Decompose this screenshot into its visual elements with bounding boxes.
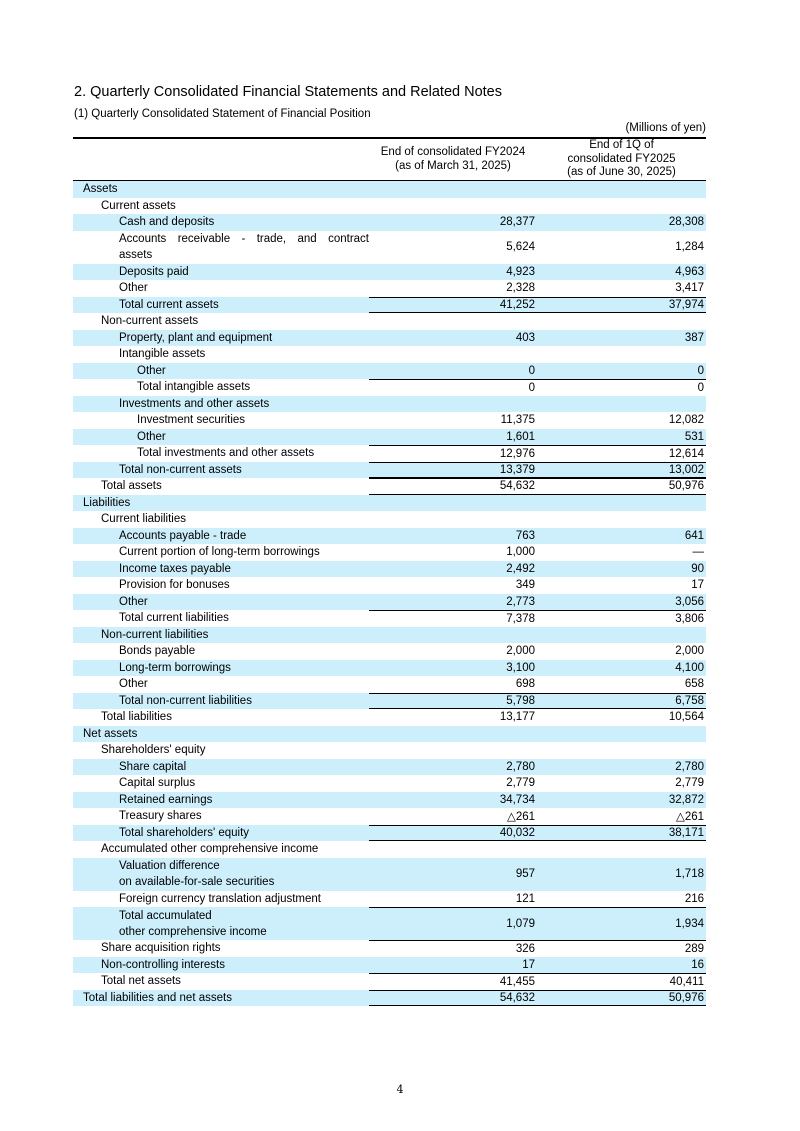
value-fy2024: 3,100 <box>506 661 535 674</box>
table-row <box>73 627 706 644</box>
financial-position-table <box>73 137 706 1006</box>
table-row <box>73 841 706 858</box>
value-fy2025-1q: 1,934 <box>537 907 706 940</box>
value-fy2024: 17 <box>522 958 535 971</box>
value-fy2024: 40,032 <box>369 825 537 842</box>
table-row <box>73 478 706 495</box>
value-fy2024 <box>369 726 537 743</box>
row-label-line: Total non-current liabilities <box>119 694 252 707</box>
value-fy2024: 11,375 <box>500 414 535 427</box>
row-label <box>73 627 369 643</box>
row-label <box>73 709 369 725</box>
value-fy2025-1q: 531 <box>684 430 704 443</box>
value-fy2024: 28,377 <box>499 216 535 229</box>
row-label <box>73 940 369 956</box>
row-label-line: Total investments and other assets <box>137 447 315 460</box>
row-label-line: Non-current liabilities <box>101 628 209 641</box>
value-fy2024: 403 <box>515 331 535 344</box>
value-fy2024: 957 <box>515 868 535 880</box>
table-row <box>73 957 706 974</box>
row-label <box>73 594 369 610</box>
table-row <box>73 726 706 743</box>
row-label <box>73 379 369 395</box>
value-fy2024: 349 <box>515 579 535 592</box>
row-label-line: Provision for bonuses <box>119 579 230 592</box>
value-fy2024: 54,632 <box>369 478 537 495</box>
table-row <box>73 577 706 594</box>
header-col-fy2025-1q <box>537 139 706 180</box>
row-label-line: on available-for-sale securities <box>119 876 275 888</box>
row-label <box>73 445 369 461</box>
row-label <box>73 214 369 230</box>
value-fy2024: 0 <box>369 379 537 396</box>
table-row <box>73 610 706 627</box>
row-label-line: Total shareholders' equity <box>119 826 250 839</box>
row-label <box>73 231 369 263</box>
row-label-line: Assets <box>83 183 118 196</box>
table-row <box>73 379 706 396</box>
row-label <box>73 759 369 775</box>
value-fy2025-1q: 16 <box>691 958 704 971</box>
row-label-line: Accounts payable - trade <box>119 529 247 542</box>
statement-title: (1) Quarterly Consolidated Statement of Financial Position <box>74 108 371 120</box>
row-label <box>73 544 369 560</box>
value-fy2025-1q: △261 <box>675 811 704 824</box>
row-label-line: Investment securities <box>137 414 246 427</box>
value-fy2025-1q: 40,411 <box>537 973 706 990</box>
row-label <box>73 429 369 445</box>
value-fy2025-1q <box>537 627 706 644</box>
value-fy2025-1q <box>537 181 706 198</box>
table-row <box>73 511 706 528</box>
value-fy2024: 1,079 <box>369 907 537 940</box>
table-row <box>73 693 706 710</box>
row-label-line: Current portion of long-term borrowings <box>119 546 320 559</box>
table-row <box>73 808 706 825</box>
row-label <box>73 908 369 940</box>
table-row <box>73 445 706 462</box>
row-label-line: Capital surplus <box>119 777 196 790</box>
row-label-line: Total net assets <box>101 975 181 988</box>
value-fy2025-1q <box>537 726 706 743</box>
row-label-line: Current assets <box>101 199 176 212</box>
table-row <box>73 396 706 413</box>
value-fy2024: 4,923 <box>506 265 535 278</box>
row-label-line: Shareholders' equity <box>101 744 206 757</box>
row-label <box>73 841 369 857</box>
row-label <box>73 198 369 214</box>
row-label-line: Net assets <box>83 727 138 740</box>
row-label-line: Non-current assets <box>101 315 199 328</box>
row-label-line: Non-controlling interests <box>101 958 226 971</box>
row-label-line: Total current assets <box>119 298 219 311</box>
value-fy2024: △261 <box>506 811 535 824</box>
row-label <box>73 346 369 362</box>
row-label <box>73 363 369 379</box>
table-row <box>73 643 706 660</box>
row-label-line: Property, plant and equipment <box>119 331 273 344</box>
value-fy2025-1q: ― <box>692 546 704 559</box>
table-row <box>73 660 706 677</box>
value-fy2024: 2,492 <box>506 562 535 575</box>
row-label-line: assets <box>119 249 153 261</box>
row-label-line: Share capital <box>119 760 187 773</box>
value-fy2024: 41,455 <box>369 973 537 990</box>
row-label-line: Total non-current assets <box>119 463 242 476</box>
value-fy2025-1q <box>537 198 706 215</box>
value-fy2025-1q: 4,963 <box>675 265 704 278</box>
table-row <box>73 412 706 429</box>
row-label <box>73 775 369 791</box>
value-fy2025-1q: 90 <box>691 562 704 575</box>
row-label-line: Valuation difference <box>119 860 220 872</box>
value-fy2024 <box>369 346 537 363</box>
table-row <box>73 346 706 363</box>
table-row <box>73 891 706 908</box>
section-title: 2. Quarterly Consolidated Financial Statements and Related Notes <box>74 84 502 100</box>
value-fy2024: 763 <box>515 529 535 542</box>
header-col2-line2: consolidated FY2025 <box>567 152 676 165</box>
header-label-cell <box>73 139 369 180</box>
row-label <box>73 561 369 577</box>
row-label <box>73 462 369 478</box>
row-label-line: Intangible assets <box>119 348 206 361</box>
table-row <box>73 313 706 330</box>
value-fy2025-1q: 4,100 <box>675 661 704 674</box>
value-fy2025-1q: 12,614 <box>537 445 706 462</box>
value-fy2024: 2,328 <box>506 282 535 295</box>
value-fy2024: 13,177 <box>499 711 535 724</box>
row-label-line: Current liabilities <box>101 513 187 526</box>
table-body <box>73 181 706 1006</box>
value-fy2025-1q: 0 <box>537 379 706 396</box>
value-fy2025-1q <box>537 841 706 858</box>
row-label <box>73 264 369 280</box>
row-label-line: Other <box>137 430 166 443</box>
value-fy2024 <box>369 742 537 759</box>
row-label <box>73 610 369 626</box>
header-col-fy2024 <box>369 139 537 180</box>
value-fy2025-1q <box>537 742 706 759</box>
row-label-line: other comprehensive income <box>119 925 267 938</box>
row-label-line: Total assets <box>101 480 162 493</box>
header-col2-line1: End of 1Q of <box>589 138 654 151</box>
row-label-line: Other <box>137 364 166 377</box>
value-fy2025-1q: 1,284 <box>675 241 704 253</box>
value-fy2024: 2,780 <box>506 760 535 773</box>
row-label <box>73 693 369 709</box>
value-fy2025-1q <box>537 313 706 330</box>
row-label-line: Accumulated other comprehensive income <box>101 843 319 856</box>
row-label-line: Total accumulated <box>119 909 212 922</box>
value-fy2024: 13,379 <box>369 462 537 479</box>
row-label-line: Bonds payable <box>119 645 196 658</box>
value-fy2025-1q: 1,718 <box>675 868 704 880</box>
value-fy2024: 2,000 <box>506 645 535 658</box>
value-fy2025-1q: 32,872 <box>668 793 704 806</box>
value-fy2025-1q: 3,806 <box>537 610 706 627</box>
row-label-line: Treasury shares <box>119 810 202 823</box>
table-row <box>73 973 706 990</box>
value-fy2025-1q: 387 <box>684 331 704 344</box>
value-fy2025-1q: 28,308 <box>668 216 704 229</box>
table-row <box>73 858 706 891</box>
value-fy2025-1q: 13,002 <box>537 462 706 479</box>
value-fy2024: 698 <box>515 678 535 691</box>
value-fy2025-1q: 12,082 <box>668 414 704 427</box>
row-label <box>73 792 369 808</box>
value-fy2024 <box>369 627 537 644</box>
table-row <box>73 775 706 792</box>
value-fy2024: 34,734 <box>499 793 535 806</box>
value-fy2025-1q <box>537 511 706 528</box>
row-label <box>73 495 369 511</box>
row-label <box>73 643 369 659</box>
table-row <box>73 907 706 940</box>
row-label-line: Share acquisition rights <box>101 942 221 955</box>
value-fy2025-1q: 6,758 <box>537 693 706 710</box>
value-fy2025-1q: 2,000 <box>675 645 704 658</box>
value-fy2025-1q: 641 <box>684 529 704 542</box>
row-label <box>73 577 369 593</box>
value-fy2025-1q: 289 <box>537 940 706 957</box>
value-fy2025-1q: 17 <box>691 579 704 592</box>
value-fy2024: 12,976 <box>369 445 537 462</box>
value-fy2025-1q: 2,779 <box>675 777 704 790</box>
row-label-line: Deposits paid <box>119 265 189 278</box>
table-row <box>73 181 706 198</box>
row-label <box>73 825 369 841</box>
value-fy2024: 41,252 <box>369 297 537 314</box>
value-fy2025-1q: 216 <box>684 892 704 905</box>
table-row <box>73 231 706 264</box>
value-fy2024 <box>369 198 537 215</box>
value-fy2025-1q: 0 <box>697 364 704 377</box>
header-col1-line1: End of consolidated FY2024 <box>380 145 526 158</box>
row-label <box>73 660 369 676</box>
table-row <box>73 825 706 842</box>
row-label-line: Retained earnings <box>119 793 213 806</box>
page-number: 4 <box>396 1083 404 1096</box>
value-fy2025-1q: 37,974 <box>537 297 706 314</box>
table-row <box>73 330 706 347</box>
row-label-line: Income taxes payable <box>119 562 231 575</box>
value-fy2024 <box>369 495 537 512</box>
row-label-line: Total liabilities <box>101 711 172 724</box>
value-fy2025-1q <box>537 396 706 413</box>
table-row <box>73 544 706 561</box>
table-row <box>73 363 706 380</box>
row-label <box>73 313 369 329</box>
value-fy2024: 2,779 <box>506 777 535 790</box>
table-row <box>73 742 706 759</box>
value-fy2024: 0 <box>528 364 535 377</box>
table-row <box>73 759 706 776</box>
value-fy2024: 7,378 <box>369 610 537 627</box>
value-fy2024: 1,601 <box>506 430 535 443</box>
table-row <box>73 198 706 215</box>
table-row <box>73 264 706 281</box>
table-row <box>73 594 706 611</box>
row-label <box>73 858 369 890</box>
row-label <box>73 676 369 692</box>
row-label <box>73 412 369 428</box>
row-label-line: Other <box>119 282 148 295</box>
value-fy2024: 5,624 <box>506 241 535 253</box>
value-fy2025-1q: 10,564 <box>668 711 704 724</box>
table-row <box>73 940 706 957</box>
table-row <box>73 528 706 545</box>
value-fy2025-1q <box>537 495 706 512</box>
value-fy2024 <box>369 841 537 858</box>
value-fy2024 <box>369 511 537 528</box>
table-header <box>73 137 706 181</box>
row-label <box>73 742 369 758</box>
row-label-line: Accounts receivable - trade, and contract <box>119 233 369 245</box>
table-row <box>73 495 706 512</box>
table-row <box>73 214 706 231</box>
row-label-line: Liabilities <box>83 496 131 509</box>
row-label <box>73 478 369 494</box>
row-label <box>73 396 369 412</box>
table-row <box>73 429 706 446</box>
table-row <box>73 561 706 578</box>
row-label <box>73 528 369 544</box>
header-col2-line3: (as of June 30, 2025) <box>567 166 676 179</box>
row-label <box>73 280 369 296</box>
unit-label: (Millions of yen) <box>625 122 706 134</box>
row-label <box>73 511 369 527</box>
row-label-line: Cash and deposits <box>119 216 215 229</box>
table-row <box>73 676 706 693</box>
row-label-line: Long-term borrowings <box>119 661 231 674</box>
row-label <box>73 808 369 824</box>
row-label-line: Total current liabilities <box>119 612 229 625</box>
table-row <box>73 297 706 314</box>
value-fy2025-1q: 50,976 <box>537 478 706 495</box>
value-fy2024 <box>369 181 537 198</box>
row-label-line: Total liabilities and net assets <box>83 991 232 1004</box>
row-label <box>73 181 369 197</box>
row-label <box>73 330 369 346</box>
value-fy2024: 5,798 <box>369 693 537 710</box>
row-label-line: Foreign currency translation adjustment <box>119 892 321 905</box>
header-col1-line2: (as of March 31, 2025) <box>395 159 511 172</box>
value-fy2025-1q: 2,780 <box>675 760 704 773</box>
value-fy2025-1q: 3,056 <box>675 595 704 608</box>
row-label <box>73 973 369 989</box>
table-row <box>73 462 706 479</box>
row-label <box>73 957 369 973</box>
row-label-line: Investments and other assets <box>119 397 270 410</box>
row-label-line: Other <box>119 595 148 608</box>
row-label <box>73 990 369 1006</box>
value-fy2024 <box>369 396 537 413</box>
value-fy2025-1q: 50,976 <box>537 990 706 1007</box>
value-fy2024: 54,632 <box>369 990 537 1007</box>
value-fy2024: 121 <box>515 892 535 905</box>
row-label <box>73 726 369 742</box>
table-row <box>73 990 706 1007</box>
row-label-line: Total intangible assets <box>137 381 251 394</box>
value-fy2025-1q: 658 <box>684 678 704 691</box>
row-label-line: Other <box>119 678 148 691</box>
row-label <box>73 297 369 313</box>
row-label <box>73 891 369 907</box>
table-row <box>73 792 706 809</box>
value-fy2025-1q: 3,417 <box>675 282 704 295</box>
value-fy2024: 1,000 <box>506 546 535 559</box>
table-row <box>73 280 706 297</box>
value-fy2025-1q: 38,171 <box>537 825 706 842</box>
value-fy2024 <box>369 313 537 330</box>
table-row <box>73 709 706 726</box>
value-fy2024: 2,773 <box>506 595 535 608</box>
value-fy2024: 326 <box>369 940 537 957</box>
value-fy2025-1q <box>537 346 706 363</box>
